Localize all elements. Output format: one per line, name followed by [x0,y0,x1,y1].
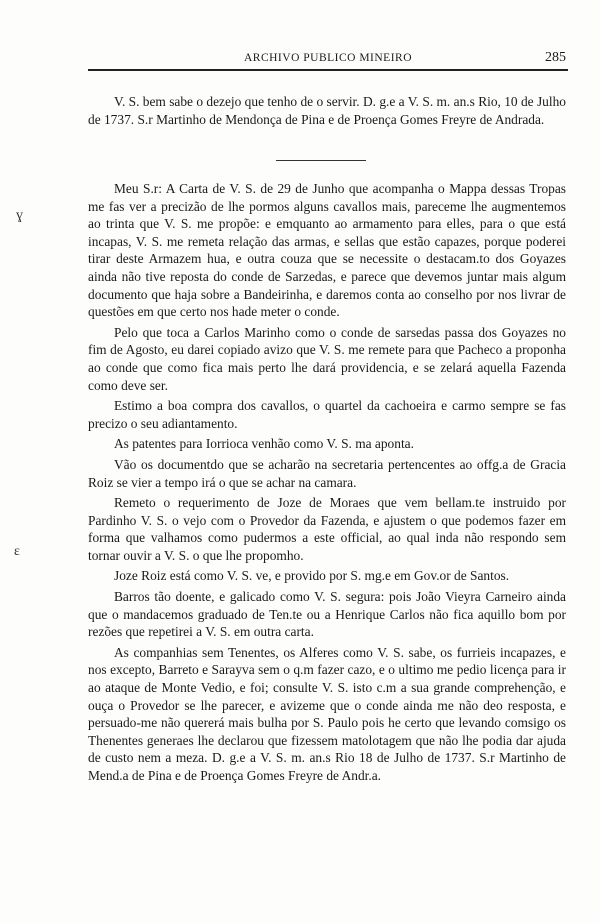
page-number: 285 [545,50,566,65]
paragraph: As companhias sem Tenentes, os Alferes como V. S. sabe, os furrieis incapazes, e nos excepto, Barreto e Sarayva sem o q.m fazer cazo, e o ultimo me pedio licença para ir ao ataque de Monte Vedio, e foi; consulte V. S. isto c.m a sua grande comprehenção, e ouça o Provedor se lhe parecer, e avizeme que o conde ainda me não deo resposta, e persuado-me não quererá mais bulha por S. Paulo pois he certo que levando comsigo os Thenentes generaes lhe declarou que fizessem matolotagem que não lhe podia dar ajuda de custo nem a meza. D. g.e a V. S. m. an.s Rio 18 de Julho de 1737. S.r Martinho de Mend.a de Pina e de Proença Gomes Freyre de Andr.a. [88,644,566,783]
paragraph: Barros tão doente, e galicado como V. S. segura: pois João Vieyra Carneiro ainda que o mandacemos graduado de Ten.te ou a Henrique Carlos não fica aquillo bom por rezões que repetirei a V. S. em outra carta. [88,589,566,640]
header-rule [88,69,568,71]
paragraph: Meu S.r: A Carta de V. S. de 29 de Junho que acompanha o Mappa dessas Tropas me fas ver a precizão de lhe pormos alguns cavallos mais, pareceme lhe augmentemos ao trinta que V. S. me propõe: e emquanto ao armamento para elles, para o que está incapas, V. S. me remeta relação das armas, e sellas que estão capazes, porque poderei tirar deste Armazem hua, e outra couza que se necessite o destacam.to dos Goyazes ainda não tive reposta do conde de Sarzedas, e parece que devemos juntar mais algum documento que haja sobre a Bandeirinha, e daremos conta ao conselho por nos livrar de questões em que certo nos hade meter o conde. [88,181,566,320]
top-letter-ending [88,93,566,131]
paragraph: Vão os documentdo que se acharão na secretaria pertencentes ao offg.a de Gracia Roiz se vier a tempo irá o que se achar na camara. [88,456,566,490]
margin-mark: ɛ [14,544,20,559]
main-letter [88,180,566,788]
paragraph: Remeto o requerimento de Joze de Moraes que vem bellam.te instruido por Pardinho V. S. o vejo com o Provedor da Fazenda, e ajustem o que podemos fazer em forma que valhamos como pudermos a este official, ao qual inda não respondo sem tornar ouvir a V. S. o que lhe propomho. [88,495,566,563]
header-title: ARCHIVO PUBLICO MINEIRO [243,52,413,64]
margin-mark: ɣ [16,208,23,223]
paragraph: As patentes para Iorrioca venhão como V. S. ma aponta. [114,436,414,452]
section-separator [276,160,366,161]
paragraph: Joze Roiz está como V. S. ve, e provido por S. mg.e em Gov.or de Santos. [114,568,510,584]
paragraph: Estimo a boa compra dos cavallos, o quartel da cachoeira e carmo sempre se fas precizo o seu adiantamento. [88,398,566,431]
paragraph: V. S. bem sabe o dezejo que tenho de o servir. D. g.e a V. S. m. an.s Rio, 10 de Julho de 1737. S.r Martinho de Mendonça de Pina e de Proença Gomes Freyre de Andrada. [88,94,566,127]
paragraph: Pelo que toca a Carlos Marinho como o conde de sarsedas passa dos Goyazes no fim de Agosto, eu darei copiado avizo que V. S. me remete para que Pacheco a proponha ao conde que como fica mais perto lhe dará providencia, e se zelará aquella Fazenda como deve ser. [88,324,566,393]
